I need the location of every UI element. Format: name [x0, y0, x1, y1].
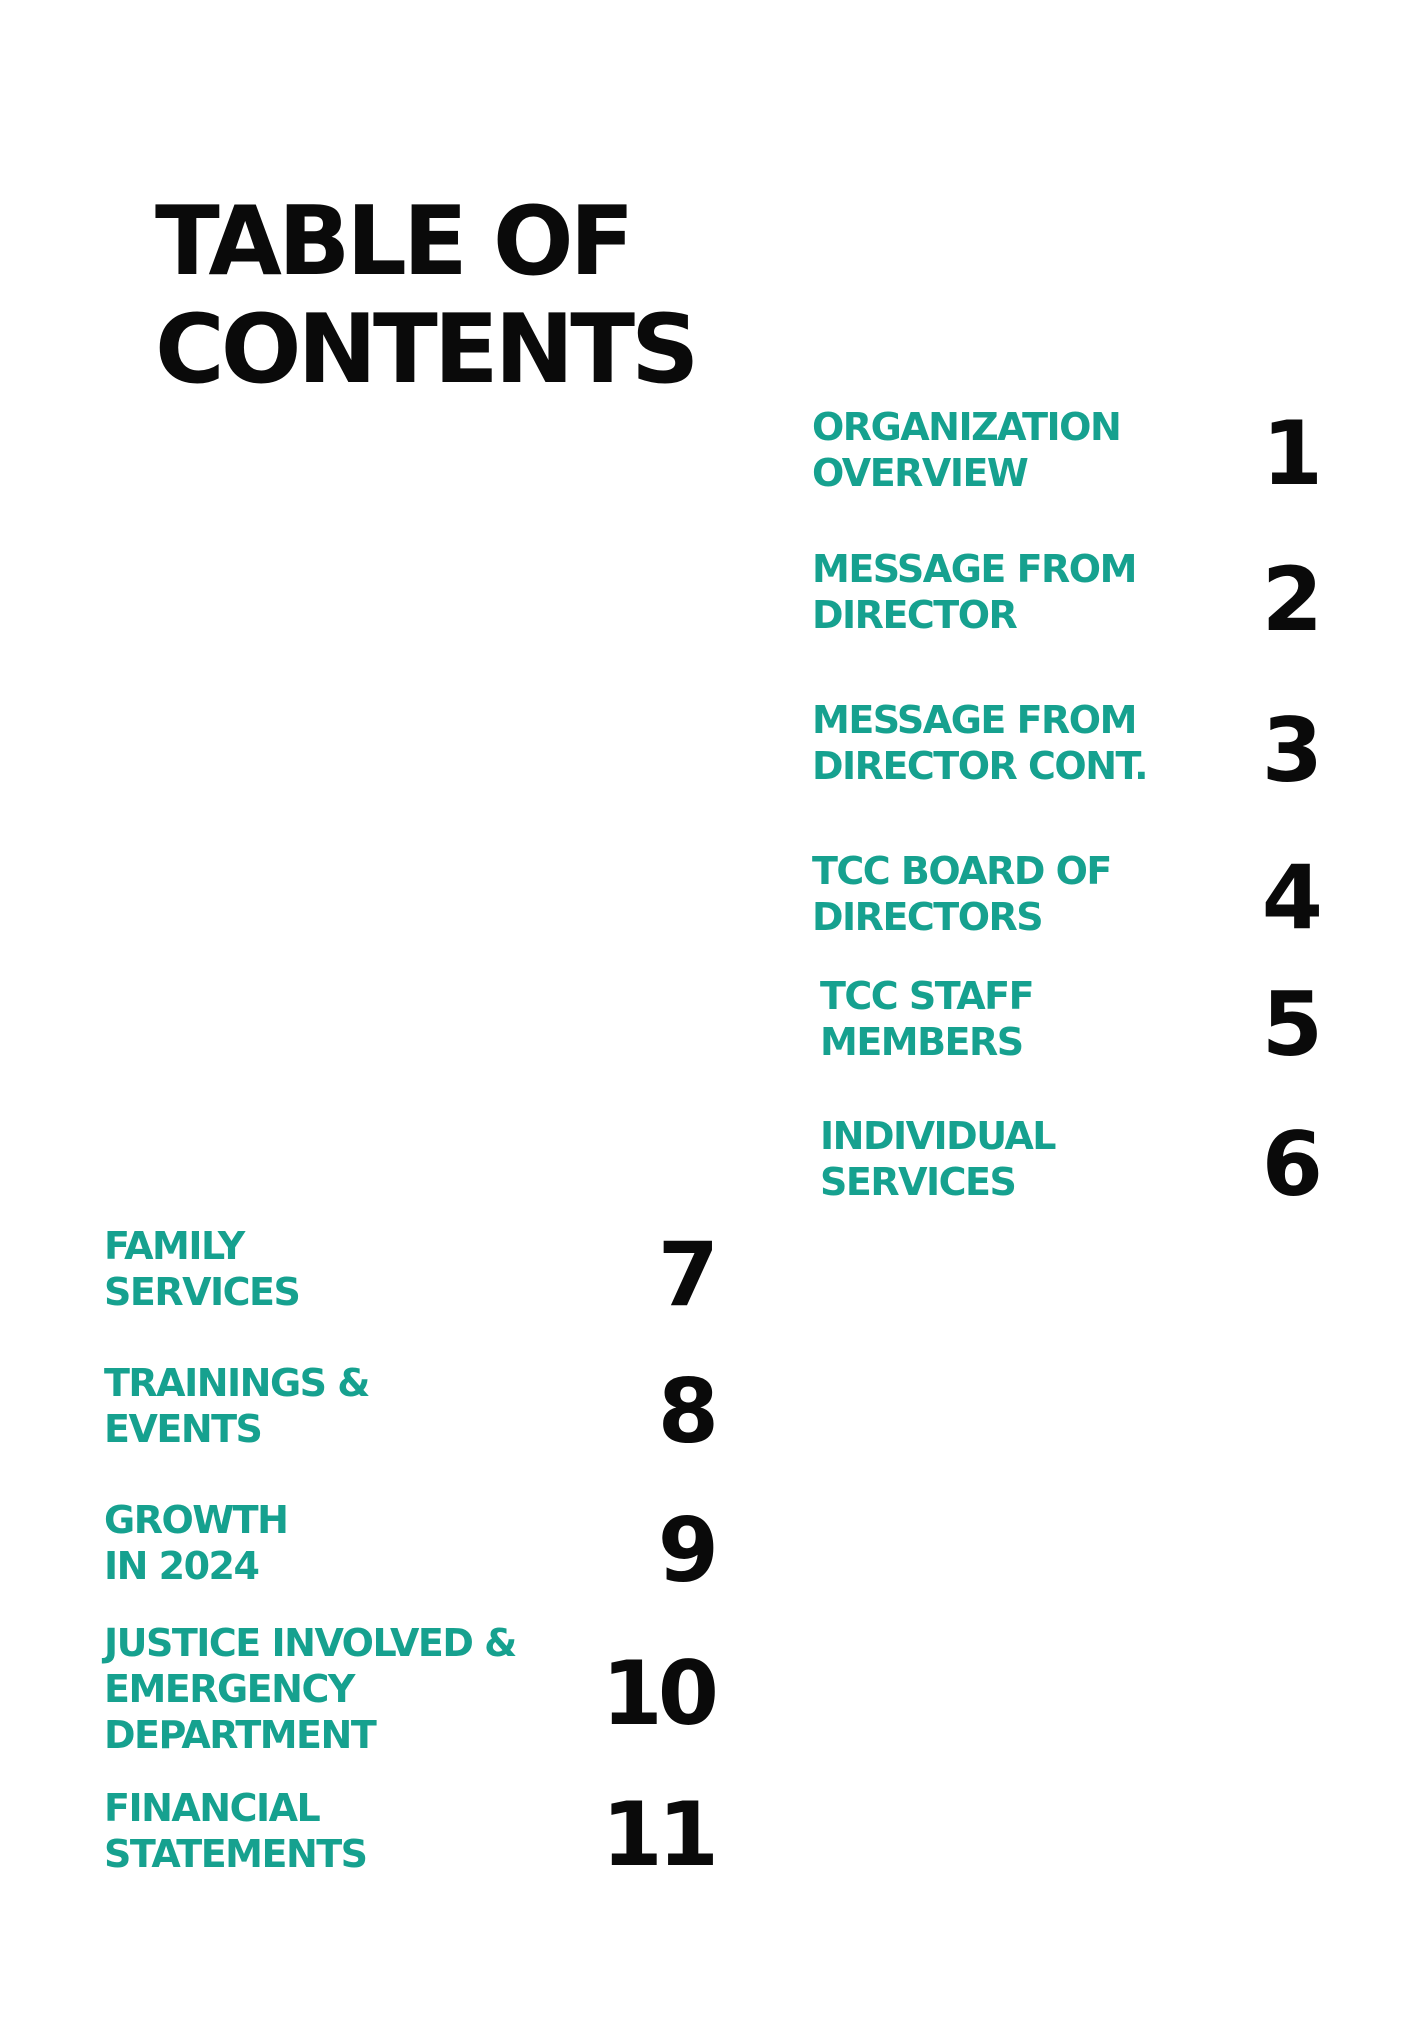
toc-entry-label-line: FAMILY	[104, 1224, 244, 1268]
toc-entry-label-line: MESSAGE FROM	[812, 547, 1136, 591]
toc-page-number: 4	[1261, 846, 1318, 949]
toc-entry-trainings-events[interactable]	[104, 1360, 714, 1480]
toc-entry-label-line: MESSAGE FROM	[812, 698, 1136, 742]
toc-entry-label-line: DIRECTOR	[812, 593, 1017, 637]
toc-entry-family-services[interactable]	[104, 1223, 714, 1343]
toc-entry-message-from-director-cont[interactable]	[812, 697, 1318, 817]
toc-entry-label	[104, 1360, 369, 1452]
toc-entry-label-line: EVENTS	[104, 1407, 262, 1451]
toc-entry-organization-overview[interactable]	[812, 404, 1318, 524]
toc-entry-label-line: MEMBERS	[820, 1020, 1023, 1064]
toc-page-number: 5	[1261, 973, 1318, 1076]
toc-entry-board-of-directors[interactable]	[812, 848, 1318, 968]
toc-page-number: 6	[1261, 1113, 1318, 1216]
toc-entry-label-line: TCC STAFF	[820, 974, 1034, 1018]
toc-entry-label-line: DEPARTMENT	[104, 1713, 376, 1757]
toc-entry-label-line: IN 2024	[104, 1544, 259, 1588]
toc-page-number: 9	[657, 1499, 714, 1602]
toc-entry-label	[104, 1620, 516, 1758]
toc-entry-label-line: DIRECTOR CONT.	[812, 744, 1148, 788]
toc-page-number: 11	[601, 1783, 714, 1886]
toc-page-number: 2	[1261, 548, 1318, 651]
toc-entry-label	[812, 697, 1147, 789]
toc-entry-label	[812, 404, 1120, 496]
toc-entry-message-from-director[interactable]	[812, 546, 1318, 666]
page-title-line: TABLE OF	[155, 187, 631, 297]
toc-entry-label-line: SERVICES	[820, 1160, 1016, 1204]
toc-entry-label-line: FINANCIAL	[104, 1786, 320, 1830]
toc-entry-label	[104, 1785, 367, 1877]
toc-entry-label-line: ORGANIZATION	[812, 405, 1121, 449]
page-title	[155, 188, 695, 404]
toc-entry-label-line: DIRECTORS	[812, 895, 1043, 939]
toc-entry-financial-statements[interactable]	[104, 1785, 714, 1905]
toc-entry-label	[820, 973, 1033, 1065]
toc-entry-label-line: EMERGENCY	[104, 1667, 354, 1711]
toc-entry-staff-members[interactable]	[820, 973, 1318, 1093]
page-title-line: CONTENTS	[155, 295, 696, 405]
toc-page-number: 8	[657, 1360, 714, 1463]
toc-page-number: 10	[601, 1642, 714, 1745]
toc-entry-label-line: INDIVIDUAL	[820, 1114, 1056, 1158]
toc-entry-individual-services[interactable]	[820, 1113, 1318, 1233]
toc-entry-label-line: TRAININGS &	[104, 1361, 369, 1405]
toc-entry-label	[812, 848, 1111, 940]
toc-entry-label	[820, 1113, 1055, 1205]
toc-entry-label-line: GROWTH	[104, 1498, 288, 1542]
toc-entry-justice-involved-emergency-department[interactable]	[104, 1620, 714, 1780]
toc-entry-label	[812, 546, 1136, 638]
toc-entry-label-line: STATEMENTS	[104, 1832, 367, 1876]
toc-entry-label	[104, 1223, 299, 1315]
toc-entry-label-line: TCC BOARD OF	[812, 849, 1111, 893]
toc-entry-label-line: OVERVIEW	[812, 451, 1028, 495]
toc-page-number: 1	[1261, 402, 1318, 505]
toc-entry-label	[104, 1497, 287, 1589]
toc-entry-growth-in-2024[interactable]	[104, 1497, 714, 1617]
toc-page-number: 3	[1261, 699, 1318, 802]
toc-entry-label-line: JUSTICE INVOLVED &	[104, 1621, 516, 1665]
toc-page-number: 7	[657, 1223, 714, 1326]
toc-entry-label-line: SERVICES	[104, 1270, 300, 1314]
